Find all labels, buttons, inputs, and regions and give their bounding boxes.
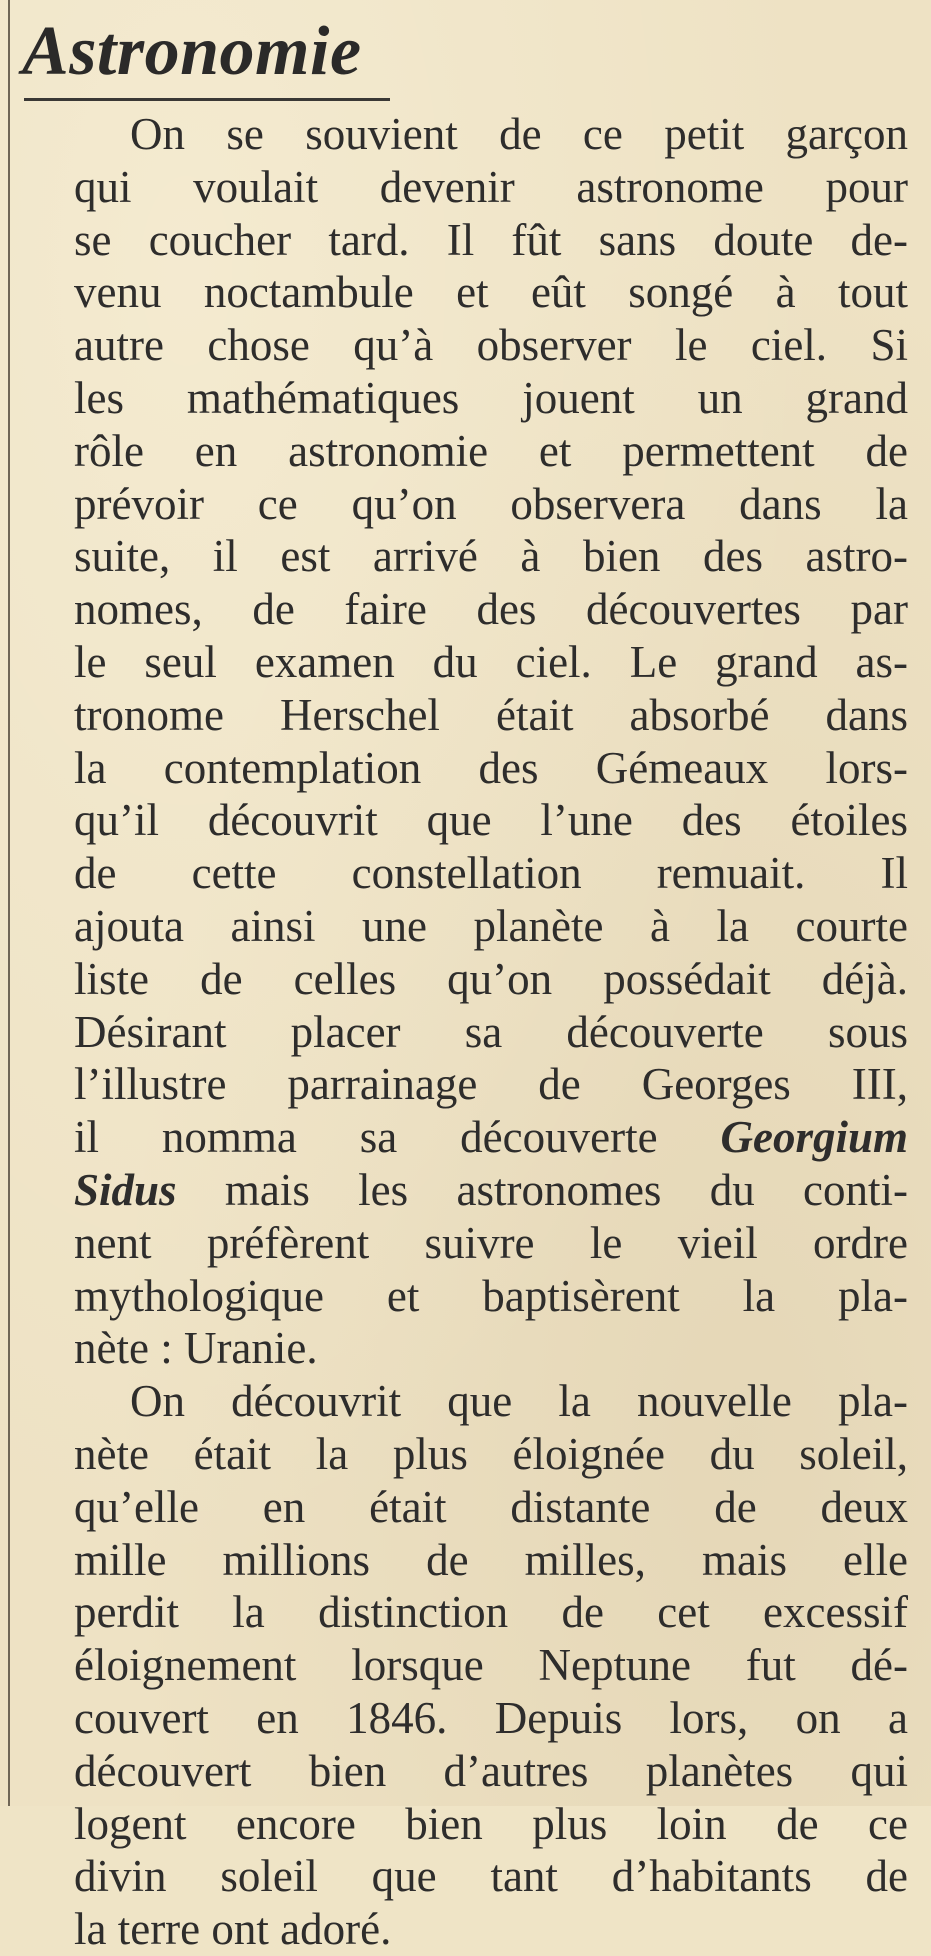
text-line-with-italic (22, 1111, 908, 1164)
text-segment: il nomma sa découverte (74, 1112, 658, 1163)
text-line: nète était la plus éloignée du soleil, (74, 1428, 908, 1479)
paragraph-2 (22, 1375, 908, 1956)
text-line: Désirant placer sa découverte sous (74, 1006, 908, 1057)
text-line: la terre ont adoré. (74, 1904, 392, 1955)
article-title: Astronomie (22, 13, 362, 90)
text-line: divin soleil que tant d’habitants de (74, 1851, 908, 1902)
text-line: qu’elle en était distante de deux (74, 1481, 908, 1532)
text-line: nent préfèrent suivre le vieil ordre (74, 1217, 908, 1268)
text-line: qu’il découvrit que l’une des étoiles (74, 795, 908, 846)
text-line: nète : Uranie. (74, 1323, 318, 1374)
text-line-with-italic (22, 1164, 908, 1217)
text-line: découvert bien d’autres planètes qui (74, 1745, 908, 1796)
text-line: couvert en 1846. Depuis lors, on a (74, 1692, 908, 1743)
text-line: les mathématiques jouent un grand (74, 372, 908, 423)
text-line: prévoir ce qu’on observera dans la (74, 478, 908, 529)
text-line: On se souvient de ce petit garçon (130, 109, 908, 159)
text-line: rôle en astronomie et permettent de (74, 425, 908, 476)
italic-term: Sidus (74, 1164, 177, 1215)
text-line: mille millions de milles, mais elle (74, 1534, 908, 1585)
text-line: se coucher tard. Il fût sans doute de- (74, 214, 908, 265)
text-line: logent encore bien plus loin de ce (74, 1798, 908, 1849)
text-line: venu noctambule et eût songé à tout (74, 267, 908, 318)
text-line: On découvrit que la nouvelle pla- (130, 1376, 908, 1427)
text-line: l’illustre parrainage de Georges III, (74, 1059, 908, 1110)
text-line: de cette constellation remuait. Il (74, 848, 908, 899)
text-line: mythologique et baptisèrent la pla- (74, 1270, 908, 1321)
text-line: tronome Herschel était absorbé dans (74, 689, 908, 740)
text-line: éloignement lorsque Neptune fut dé- (74, 1640, 908, 1691)
column-divider (8, 0, 10, 1806)
text-line: qui voulait devenir astronome pour (74, 161, 908, 212)
title-underline (24, 98, 390, 101)
paragraph-1 (22, 108, 908, 1375)
text-line: autre chose qu’à observer le ciel. Si (74, 320, 908, 371)
text-segment: mais les astronomes du conti- (224, 1164, 909, 1215)
text-line: nomes, de faire des découvertes par (74, 584, 908, 635)
text-line: perdit la distinction de cet excessif (74, 1587, 908, 1638)
italic-term: Georgium (720, 1112, 908, 1163)
text-line: le seul examen du ciel. Le grand as- (74, 636, 908, 687)
text-line: suite, il est arrivé à bien des astro- (74, 531, 908, 582)
text-line: liste de celles qu’on possédait déjà. (74, 953, 908, 1004)
text-line: la contemplation des Gémeaux lors- (74, 742, 908, 793)
text-line: ajouta ainsi une planète à la courte (74, 900, 908, 951)
article-body (22, 108, 908, 1956)
